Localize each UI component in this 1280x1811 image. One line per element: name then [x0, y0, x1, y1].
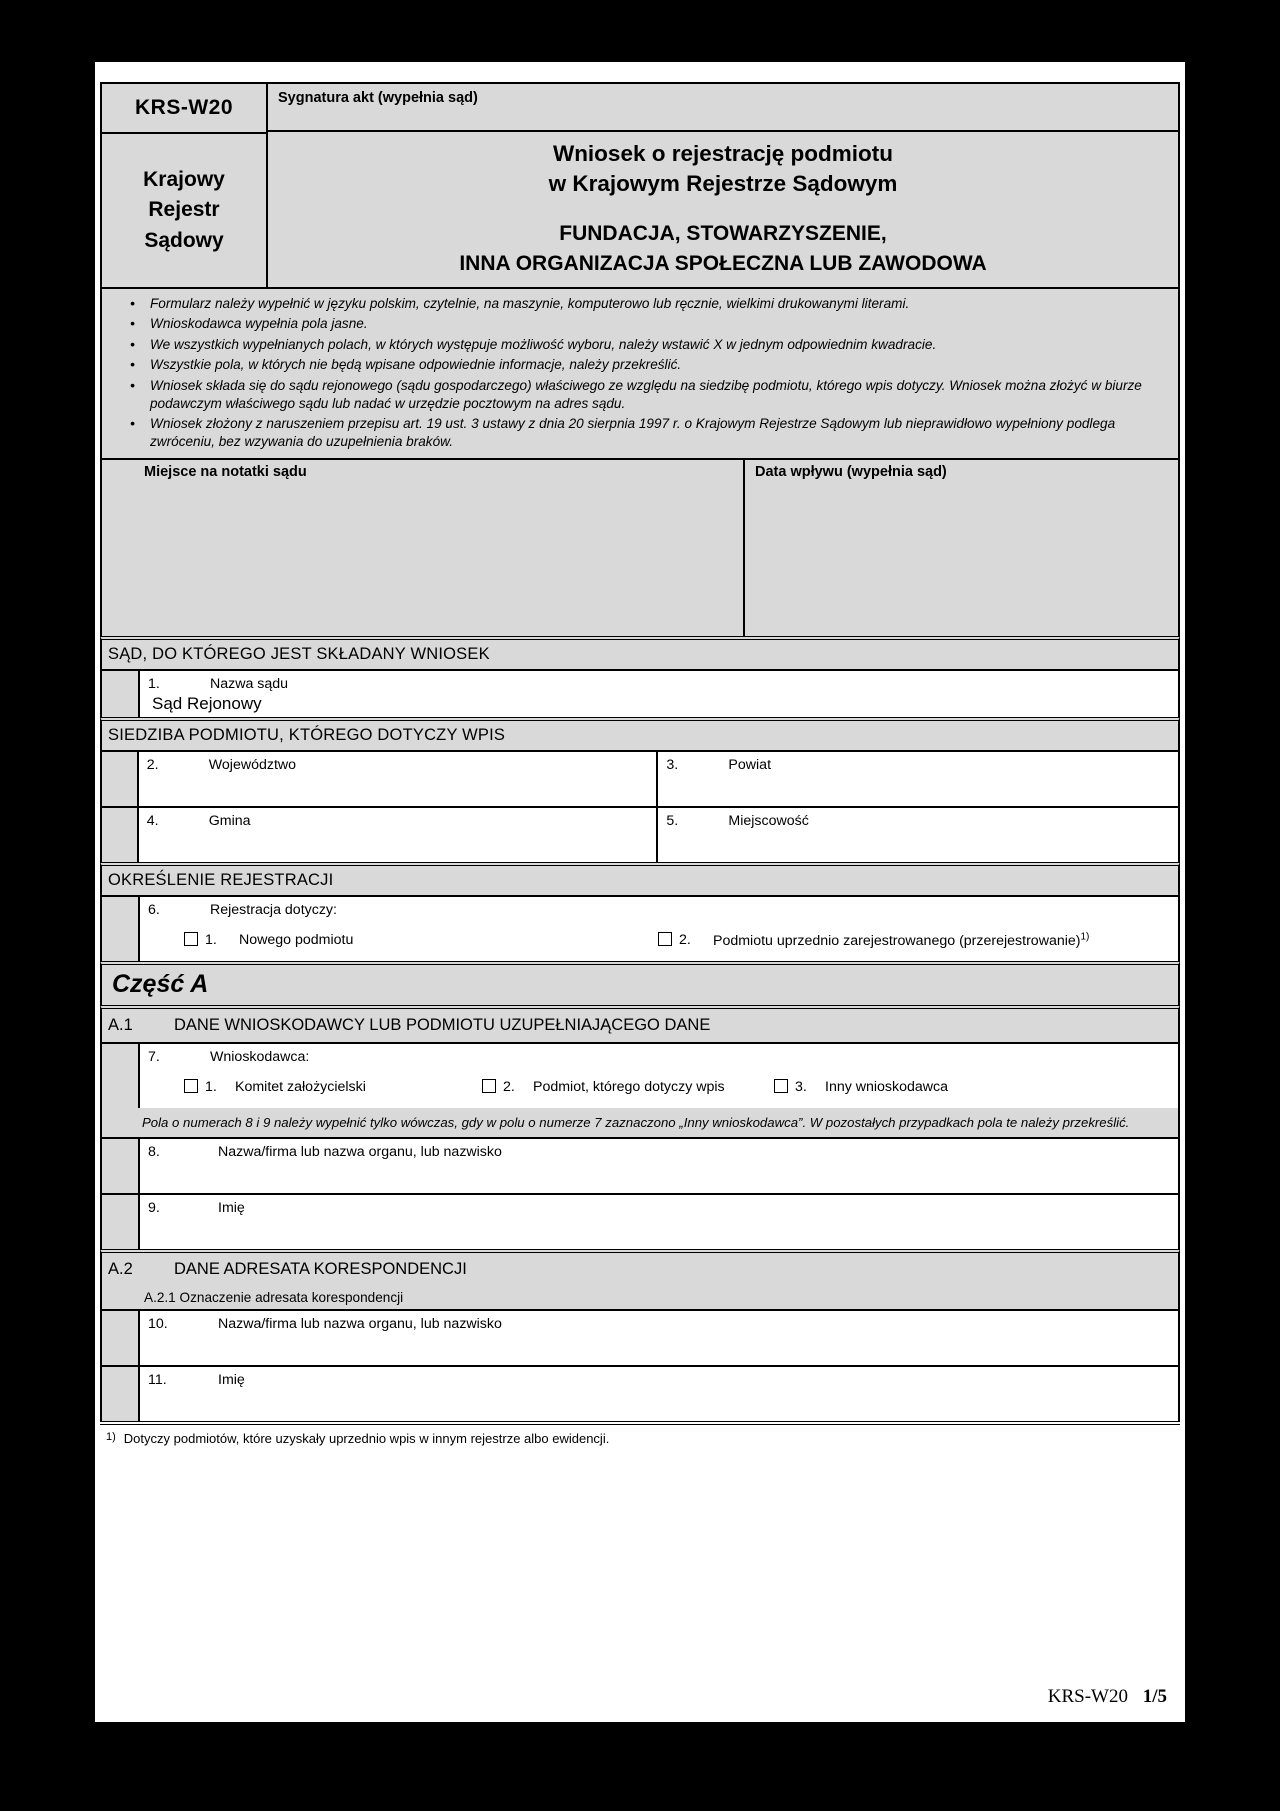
field-applicant-header: [140, 1044, 1178, 1065]
field-number: 3.: [666, 756, 679, 773]
footer-form-code: KRS-W20: [1047, 1686, 1128, 1707]
field-addressee-name-header: [140, 1311, 1178, 1332]
row-indent: [102, 1139, 140, 1193]
form-subtitle-line-1: FUNDACJA, STOWARZYSZENIE,: [559, 221, 887, 245]
instructions-block: [100, 287, 1180, 458]
field-label: Gmina: [208, 812, 251, 829]
row-indent: [102, 671, 140, 717]
applicant-option-entity[interactable]: [482, 1079, 774, 1098]
field-number: 1.: [148, 675, 160, 692]
field-number: 6.: [148, 901, 160, 918]
field-court-name[interactable]: [140, 671, 1178, 717]
section-a2-heading: [102, 1253, 1178, 1286]
form-page: [95, 62, 1185, 1722]
form-title: [268, 132, 1178, 285]
field-addressee-firstname[interactable]: [140, 1367, 1178, 1421]
field-label: Wnioskodawca:: [210, 1048, 310, 1065]
field-applicant-name-header: [140, 1139, 1178, 1160]
instruction-item: • Wniosek składa się do sądu rejonowego (sądu gospodarczego) właściwego ze względu na siedzibę podmiotu, którego wpis dotyczy. Wniosek można złożyć w biurze podawczym właściwego sądu lub nadać w urzędzie pocztowym na adres sądu.: [150, 377, 1168, 413]
footer-page-number: 1/5: [1142, 1686, 1167, 1707]
registry-name-line-1: Krajowy: [143, 167, 225, 191]
field-row-registration-type: [102, 895, 1178, 961]
field-applicant-firstname[interactable]: [140, 1195, 1178, 1249]
option-label: Podmiotu uprzednio zarejestrowanego (przerejestrowanie)$^{1)}$: [713, 931, 1090, 950]
field-applicant-firstname-value: [140, 1216, 1178, 1249]
checkbox-registration-previously-registered[interactable]: [658, 932, 672, 946]
section-registration: [100, 862, 1180, 961]
field-label: Nazwa/firma lub nazwa organu, lub nazwisko: [218, 1143, 502, 1160]
section-a1: [100, 1005, 1180, 1249]
registry-name-line-3: Sądowy: [144, 228, 224, 252]
row-indent: [102, 1311, 140, 1365]
field-label: Nazwa/firma lub nazwa organu, lub nazwisko: [218, 1315, 502, 1332]
field-number: 7.: [148, 1048, 160, 1065]
field-addressee-name[interactable]: [140, 1311, 1178, 1365]
field-locality-value: [658, 829, 1178, 862]
option-number: 2.: [679, 931, 691, 948]
instruction-item: • Wniosek złożony z naruszeniem przepisu art. 19 ust. 3 ustawy z dnia 20 sierpnia 1997 r. o Krajowym Rejestrze Sądowym lub nieprawidłowo wypełniony podlega zwróceniu, bez wzywania do uzupełnienia braków.: [150, 415, 1168, 451]
field-voivodeship-value: [139, 773, 657, 806]
field-row-applicant-type: [102, 1042, 1178, 1108]
field-county-header: [658, 752, 1178, 773]
section-seat: [100, 717, 1180, 862]
field-applicant-name-value: [140, 1160, 1178, 1193]
field-voivodeship-header: [139, 752, 657, 773]
option-label: Podmiot, którego dotyczy wpis: [533, 1078, 725, 1095]
option-number: 1.: [205, 931, 217, 948]
section-court-title: SĄD, DO KTÓREGO JEST SKŁADANY WNIOSEK: [108, 644, 490, 663]
form-sheet: [95, 82, 1185, 1446]
field-court-name-value: Sąd Rejonowy: [152, 693, 262, 713]
checkbox-applicant-founding-committee[interactable]: [184, 1079, 198, 1093]
field-commune-header: [139, 808, 657, 829]
option-footnote-marker: 1): [1080, 931, 1090, 943]
section-a21-subtitle: A.2.1 Oznaczenie adresata korespondencji: [102, 1286, 1178, 1309]
field-label: Województwo: [208, 756, 297, 773]
field-county[interactable]: [658, 752, 1178, 806]
section-a2-code: A.2: [108, 1259, 133, 1278]
field-addressee-firstname-header: [140, 1367, 1178, 1388]
part-a-banner: [100, 961, 1180, 1005]
option-label: Nowego podmiotu: [239, 931, 354, 948]
field-applicant-type: [140, 1044, 1178, 1108]
field-locality[interactable]: [658, 808, 1178, 862]
field-number: 10.: [148, 1315, 168, 1332]
section-registration-title: OKREŚLENIE REJESTRACJI: [108, 870, 334, 889]
applicant-option-founding-committee[interactable]: [184, 1079, 482, 1098]
field-number: 5.: [666, 812, 679, 829]
field-label: Imię: [218, 1371, 245, 1388]
row-indent: [102, 808, 139, 862]
field-row-commune-locality: [102, 806, 1178, 862]
field-locality-header: [658, 808, 1178, 829]
field-addressee-firstname-value: [140, 1388, 1178, 1421]
footnote-marker: 1): [106, 1430, 116, 1443]
receipt-date-label: Data wpływu (wypełnia sąd): [755, 463, 947, 480]
option-number: 2.: [503, 1078, 515, 1095]
option-label: Inny wnioskodawca: [825, 1078, 949, 1095]
row-indent: [102, 752, 139, 806]
form-code: KRS-W20: [102, 84, 266, 134]
footnote-text: Dotyczy podmiotów, które uzyskały uprzednio wpis w innym rejestrze albo ewidencji.: [123, 1430, 610, 1446]
court-notes-row: [100, 458, 1180, 636]
section-a2-title: DANE ADRESATA KORESPONDENCJI: [174, 1259, 467, 1278]
registry-name: [102, 134, 266, 287]
field-applicant-firstname-header: [140, 1195, 1178, 1216]
form-title-line-2: w Krajowym Rejestrze Sądowym: [548, 171, 898, 197]
instruction-item: • Formularz należy wypełnić w języku polskim, czytelnie, na maszynie, komputerowo lub ręcznie, wielkimi drukowanymi literami.: [150, 295, 1168, 313]
instruction-item: • We wszystkich wypełnianych polach, w których występuje możliwość wyboru, należy wstawić X w jednym odpowiednim kwadracie.: [150, 336, 1168, 354]
case-signature-label: Sygnatura akt (wypełnia sąd): [268, 84, 1178, 132]
instruction-item: • Wszystkie pola, w których nie będą wpisane odpowiednie informacje, należy przekreślić.: [150, 356, 1168, 374]
page-footer: [1048, 1686, 1167, 1708]
field-label: Miejscowość: [728, 812, 809, 829]
registration-option-previously-registered[interactable]: [658, 932, 1089, 951]
field-number: 11.: [148, 1371, 167, 1388]
field-court-name-header: [140, 671, 1178, 692]
row-indent: [102, 1195, 140, 1249]
section-a1-code: A.1: [108, 1015, 133, 1034]
field-voivodeship[interactable]: [139, 752, 659, 806]
field-number: 4.: [146, 812, 159, 829]
applicant-option-other[interactable]: [774, 1079, 948, 1098]
court-notes-label: Miejsce na notatki sądu: [102, 460, 745, 636]
field-row-applicant-name: [102, 1137, 1178, 1193]
field-label: Rejestracja dotyczy:: [210, 901, 337, 918]
registry-name-line-2: Rejestr: [148, 198, 220, 222]
field-number: 2.: [146, 756, 159, 773]
checkbox-registration-new[interactable]: [184, 932, 198, 946]
registration-option-new[interactable]: [184, 932, 658, 951]
form-identity-block: [102, 84, 268, 287]
field-row-addressee-name: [102, 1309, 1178, 1365]
field-row-voivodeship-county: [102, 750, 1178, 806]
part-a-title: Część A: [112, 969, 209, 998]
footnote: [100, 1421, 1180, 1446]
instruction-item: • Wnioskodawca wypełnia pola jasne.: [150, 315, 1168, 333]
section-a2: [100, 1249, 1180, 1421]
field-row-court-name: [102, 669, 1178, 717]
row-indent: [102, 1044, 140, 1108]
form-title-block: [268, 84, 1178, 287]
field-registration-type: [140, 897, 1178, 961]
field-applicant-name[interactable]: [140, 1139, 1178, 1193]
field-number: 8.: [148, 1143, 160, 1160]
field-addressee-name-value: [140, 1332, 1178, 1365]
form-title-line-1: Wniosek o rejestrację podmiotu: [552, 140, 894, 166]
field-number: 9.: [148, 1199, 160, 1216]
field-label: Nazwa sądu: [210, 675, 289, 692]
form-subtitle-line-2: INNA ORGANIZACJA SPOŁECZNA LUB ZAWODOWA: [459, 251, 987, 275]
section-a1-title: DANE WNIOSKODAWCY LUB PODMIOTU UZUPEŁNIAJĄCEGO DANE: [174, 1015, 711, 1034]
row-indent: [102, 1367, 140, 1421]
form-header: [100, 82, 1180, 287]
section-court: [100, 636, 1180, 717]
checkbox-applicant-entity[interactable]: [482, 1079, 496, 1093]
field-county-value: [658, 773, 1178, 806]
section-a1-heading: [102, 1009, 1178, 1042]
field-registration-header: [140, 897, 1178, 918]
field-label: Powiat: [728, 756, 772, 773]
field-row-addressee-firstname: [102, 1365, 1178, 1421]
field-label: Imię: [218, 1199, 245, 1216]
field-commune-value: [139, 829, 657, 862]
field-commune[interactable]: [139, 808, 659, 862]
field-row-applicant-firstname: [102, 1193, 1178, 1249]
option-number: 1.: [205, 1078, 217, 1095]
option-number: 3.: [795, 1078, 807, 1095]
checkbox-applicant-other[interactable]: [774, 1079, 788, 1093]
row-indent: [102, 897, 140, 961]
option-label: Komitet założycielski: [235, 1078, 366, 1095]
section-seat-title: SIEDZIBA PODMIOTU, KTÓREGO DOTYCZY WPIS: [108, 725, 506, 744]
section-a1-note: Pola o numerach 8 i 9 należy wypełnić tylko wówczas, gdy w polu o numerze 7 zaznaczono „Inny wnioskodawca”. W pozostałych przypadkach pola te należy przekreślić.: [102, 1108, 1178, 1137]
